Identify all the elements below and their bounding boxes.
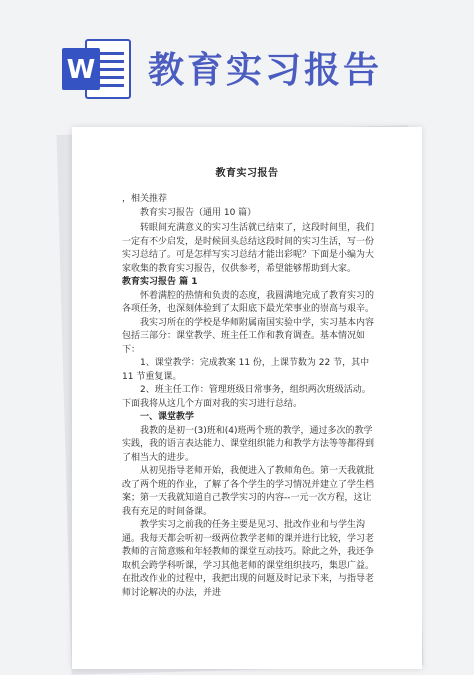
- document-page: [72, 127, 422, 669]
- related-label: ，相关推荐: [122, 194, 168, 204]
- body-paragraph: 2、班主任工作：管理班级日常事务，组织两次班级活动。下面我将从这几个方面对我的实习进行总结。: [122, 385, 371, 409]
- word-logo-letter: W: [66, 55, 96, 85]
- body-paragraph: 我教的是初一(3)班和(4)班两个班的教学，通过多次的教学实践，我的语言表达能力、课堂组织能力和教学方法等等都得到了相当大的进步。: [122, 425, 375, 463]
- body-paragraph: 怀着满腔的热情和负责的态度，我圆满地完成了教育实习的各项任务，也深刻体验到了太阳底下最光荣事业的崇高与艰辛。: [122, 290, 375, 314]
- document-body: [122, 193, 374, 600]
- document-banner: [0, 0, 474, 118]
- document-subtitle: 教育实习报告（通用 10 篇）: [140, 207, 257, 218]
- document-title: 教育实习报告: [215, 168, 279, 179]
- body-paragraph: 教学实习之前我的任务主要是见习、批改作业和与学生沟通。我每天都会听初一级两位教学老师的课并进行比较，学习老教师的言简意赅和年轻教师的课堂互动技巧。除此之外，我还争取机会跨学科听课，学习其他老师的课堂组织技巧，集思广益。在批改作业的过程中，我把出现的问题及时记录下来，与指导老师讨论解决的办法，并进: [122, 520, 375, 598]
- subsection-heading: 一、课堂教学: [140, 412, 195, 422]
- body-paragraph: 从初见指导老师开始，我便进入了教师角色。第一天我就批改了两个班的作业，了解了各个学生的学习情况并建立了学生档案；第一天我就知道自己教学实习的内容--一元一次方程，这让我有充足的时间备课。: [122, 466, 375, 517]
- intro-paragraph: 转眼间充满意义的实习生活就已结束了，这段时间里，我们一定有不少启发，是时候回头总结这段时间的实习生活，写一份实习总结了。可是怎样写实习总结才能出彩呢？下面是小编为大家收集的教育实习报告，仅供参考，希望能够帮助到大家。: [122, 223, 375, 274]
- word-document-icon: [62, 36, 132, 102]
- body-paragraph: 1、课堂教学：完成教案 11 份，上课节数为 22 节，其中 11 节重复课。: [122, 358, 370, 382]
- section-heading: 教育实习报告 篇 1: [122, 277, 198, 287]
- body-paragraph: 我实习所在的学校是华师附属南国实验中学，实习基本内容包括三部分：课堂教学、班主任工作和教育调查。基本情况如下：: [122, 317, 375, 355]
- banner-title: 教育实习报告: [148, 50, 383, 91]
